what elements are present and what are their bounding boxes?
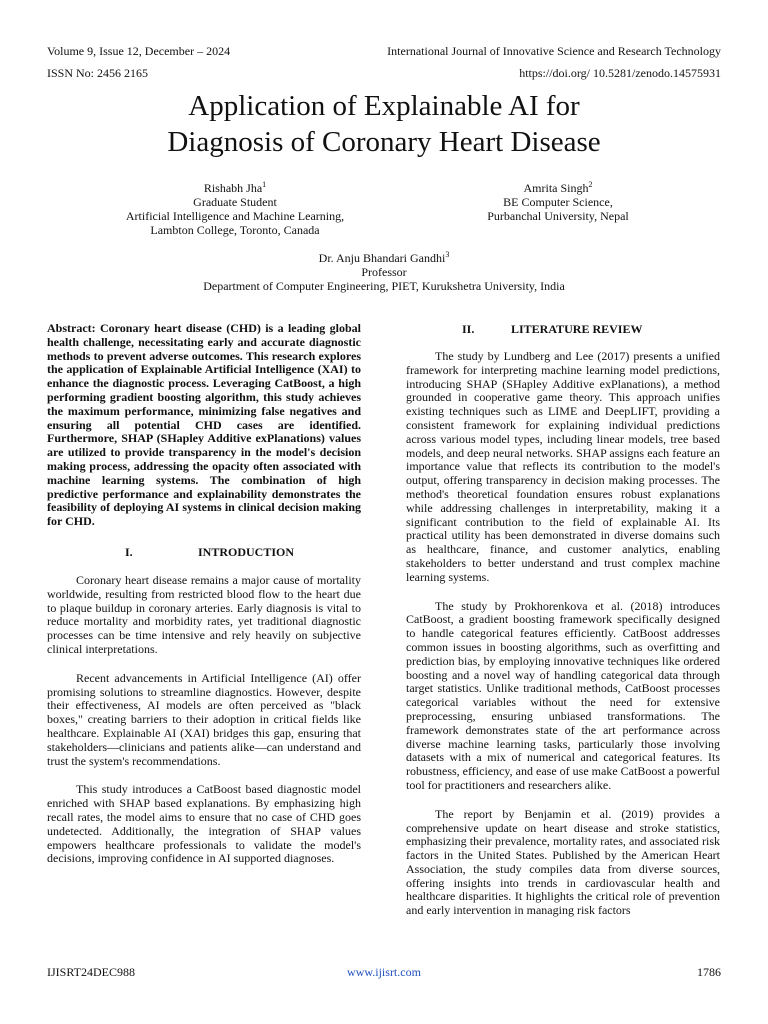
paper-title xyxy=(0,88,768,160)
section-title: INTRODUCTION xyxy=(198,544,295,559)
author-3-name: Dr. Anju Bhandari Gandhi xyxy=(318,251,446,265)
intro-paragraph-3: This study introduces a CatBoost based diagnostic model enriched with SHAP based explanations. By emphasizing high recall rates, the model aims to ensure that no case of CHD goes undetected. Additionally, the integration of SHAP values empowers healthcare professionals to validate the model's decisions, improving confidence in AI supported diagnoses. xyxy=(47,782,361,866)
section-number: II. xyxy=(462,322,475,336)
abstract: Abstract: Coronary heart disease (CHD) is a leading global health challenge, necessitating early and accurate diagnostic methods to prevent adverse outcomes. This research explores the application of Explainable Artificial Intelligence (XAI) to enhance the diagnostic process. Leveraging CatBoost, a high performing gradient boosting algorithm, this study achieves the maximum performance, minimizing false negatives and ensuring all potential CHD cases are identified. Furthermore, SHAP (SHapley Additive exPlanations) values are utilized to provide transparency in the model's decision making process, addressing the opacity often associated with machine learning systems. The combination of high predictive performance and explainability demonstrates the feasibility of deploying AI systems in clinical decision making for CHD. xyxy=(47,321,361,529)
author-1-dept: Artificial Intelligence and Machine Learning, xyxy=(125,209,345,223)
lit-paragraph-1: The study by Lundberg and Lee (2017) presents a unified framework for interpreting machine learning model predictions, introducing SHAP (SHapley Additive exPlanations), a method grounded in cooperative game theory. This approach unifies existing techniques such as LIME and DeepLIFT, providing a consistent framework for explaining individual predictions across various model types, including linear models, tree based models, and deep neural networks. SHAP assigns each feature an importance value that reflects its contribution to the model's output, offering transparency in decision making processes. The method's theoretical foundation ensures robust explanations while addressing challenges in interpretability, making it a significant contribution to the field of explainable AI. Its practical utility has been demonstrated in diverse domains such as healthcare, finance, and customer analytics, enabling stakeholders to better understand and trust complex machine learning systems. xyxy=(406,349,720,584)
section-heading-literature-review xyxy=(406,322,720,336)
author-2-name-line xyxy=(408,181,708,195)
footer-page-number: 1786 xyxy=(697,965,721,979)
author-1-affil-mark: 1 xyxy=(262,180,267,189)
section-title: LITERATURE REVIEW xyxy=(511,322,643,336)
author-block-3 xyxy=(84,251,684,293)
author-block-2 xyxy=(408,181,708,223)
author-2-affil-mark: 2 xyxy=(588,180,593,189)
header-journal: International Journal of Innovative Science and Research Technology xyxy=(387,44,721,58)
lit-paragraph-2: The study by Prokhorenkova et al. (2018) introduces CatBoost, a gradient boosting framework specifically designed to handle categorical features efficiently. CatBoost addresses common issues in boosting algorithms, such as overfitting and prediction bias, by employing innovative techniques like ordered boosting and a novel way of handling categorical data through target statistics. Unlike traditional methods, CatBoost processes categorical variables without the need for extensive preprocessing, ensuring unbiased transformations. The framework demonstrates state of the art performance across diverse machine learning tasks, particularly those involving datasets with a mix of numerical and categorical features. Its robustness, efficiency, and ease of use make CatBoost a powerful tool for practitioners and researchers alike. xyxy=(406,598,720,792)
footer-website-link[interactable]: www.ijisrt.com xyxy=(347,965,421,979)
intro-paragraph-1: Coronary heart disease remains a major cause of mortality worldwide, resulting from restricted blood flow to the heart due to plaque buildup in coronary arteries. Early diagnosis is vital to reduce mortality and morbidity rates, yet traditional diagnostic processes can be time intensive and rely heavily on subjective clinical interpretations. xyxy=(47,572,361,656)
author-block-1 xyxy=(60,181,410,237)
section-heading-introduction xyxy=(47,545,361,559)
author-1-role: Graduate Student xyxy=(193,195,277,209)
author-3-affil-mark: 3 xyxy=(445,250,450,259)
header-issn: ISSN No: 2456 2165 xyxy=(47,66,149,80)
author-1-institution: Lambton College, Toronto, Canada xyxy=(150,223,320,237)
title-line-2: Diagnosis of Coronary Heart Disease xyxy=(167,126,601,158)
header-doi: https://doi.org/ 10.5281/zenodo.14575931 xyxy=(519,66,721,80)
left-column xyxy=(47,322,361,866)
intro-paragraph-2: Recent advancements in Artificial Intelligence (AI) offer promising solutions to streamline diagnostics. However, despite their effectiveness, AI models are often perceived as "black boxes," creating barriers to their adoption in critical fields like healthcare. Explainable AI (XAI) bridges this gap, ensuring that stakeholders—clinicians and patients alike—can understand and trust the system's recommendations. xyxy=(47,670,361,768)
author-2-dept: BE Computer Science, xyxy=(503,195,613,209)
author-3-dept: Department of Computer Engineering, PIET, Kurukshetra University, India xyxy=(203,279,565,293)
author-1-name-line xyxy=(60,181,410,195)
header-volume: Volume 9, Issue 12, December – 2024 xyxy=(47,44,231,58)
right-column xyxy=(406,322,720,918)
author-2-name: Amrita Singh xyxy=(523,181,589,195)
lit-paragraph-3: The report by Benjamin et al. (2019) provides a comprehensive update on heart disease and stroke statistics, emphasizing their prevalence, mortality rates, and associated risk factors in the United States. Published by the American Heart Association, the study compiles data from diverse sources, offering insights into trends in cardiovascular health and healthcare disparities. It highlights the critical role of prevention and early intervention in managing risk factors xyxy=(406,806,720,918)
author-3-name-line xyxy=(84,251,684,265)
author-1-name: Rishabh Jha xyxy=(203,181,263,195)
author-3-role: Professor xyxy=(361,265,407,279)
author-2-institution: Purbanchal University, Nepal xyxy=(487,209,629,223)
title-line-1: Application of Explainable AI for xyxy=(188,90,580,122)
section-number: I. xyxy=(125,544,133,559)
footer-article-id: IJISRT24DEC988 xyxy=(47,965,135,979)
